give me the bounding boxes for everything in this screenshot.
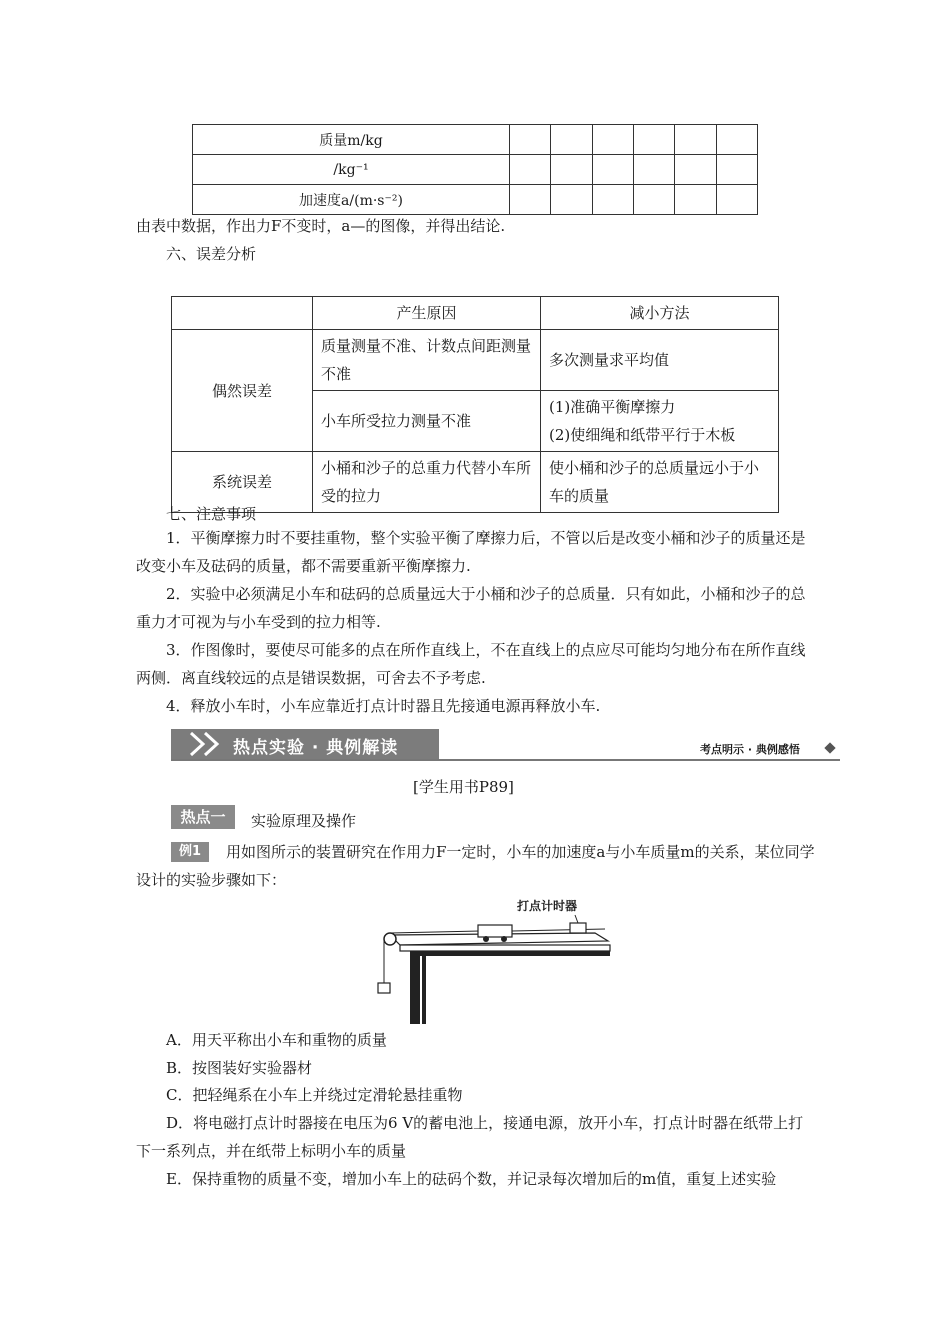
- table-cell: 使小桶和沙子的总质量远小于小车的质量: [541, 452, 779, 513]
- double-chevron-icon: [177, 729, 237, 759]
- banner-subtitle: 考点明示 · 典例感悟: [700, 743, 800, 756]
- option-d: D．将电磁打点计时器接在电压为6 V的蓄电池上，接通电源，放开小车，打点计时器在纸带上打下一系列点，并在纸带上标明小车的质量: [136, 1114, 804, 1160]
- error-analysis-table: [171, 296, 779, 513]
- apparatus-figure: [370, 895, 615, 1025]
- note-item: 3．作图像时，要使尽可能多的点在所作直线上，不在直线上的点应尽可能均匀地分布在所作直线两侧．离直线较远的点是错误数据，可舍去不予考虑.: [136, 641, 806, 687]
- string-top: [390, 931, 480, 933]
- header-method: 减小方法: [541, 297, 779, 330]
- table-leg: [410, 956, 420, 1024]
- table-cell: 多次测量求平均值: [541, 330, 779, 391]
- section-heading-error: 六、误差分析: [166, 245, 257, 263]
- table-row: [193, 155, 758, 185]
- table-cell: [541, 391, 779, 452]
- table-row: [193, 125, 758, 155]
- student-book-ref: [学生用书P89]: [413, 778, 514, 796]
- table-cell-inverse-mass: /kg⁻¹: [193, 155, 510, 185]
- timer-icon: [570, 923, 586, 933]
- table-top: [400, 945, 610, 951]
- cart-icon: [478, 925, 512, 937]
- example-tag: 例1: [171, 842, 209, 862]
- option-a: A．用天平称出小车和重物的质量: [166, 1031, 387, 1049]
- pulley-icon: [384, 933, 396, 945]
- note-item: 4．释放小车时，小车应靠近打点计时器且先接通电源再释放小车.: [166, 697, 601, 715]
- hotspot-tag: 热点一: [171, 805, 235, 829]
- header-cause: 产生原因: [313, 297, 541, 330]
- conclusion-text: 由表中数据，作出力F不变时，a—的图像，并得出结论.: [136, 217, 506, 235]
- system-error-label: 系统误差: [172, 452, 313, 513]
- banner-divider: [171, 759, 840, 761]
- table-row: [193, 185, 758, 215]
- label-pointer: [575, 915, 578, 923]
- table-leg-shade: [422, 956, 426, 1024]
- timer-label: 打点计时器: [517, 899, 578, 913]
- cart-wheel: [483, 936, 489, 942]
- note-item: 1．平衡摩擦力时不要挂重物，整个实验平衡了摩擦力后，不管以后是改变小桶和沙子的质量还是改变小车及砝码的质量，都不需要重新平衡摩擦力.: [136, 529, 806, 575]
- table-cell: 小桶和沙子的总重力代替小车所受的拉力: [313, 452, 541, 513]
- diamond-icon: [824, 742, 835, 753]
- option-e: E．保持重物的质量不变，增加小车上的砝码个数，并记录每次增加后的m值，重复上述实验: [166, 1170, 777, 1188]
- section-heading-notes: 七、注意事项: [166, 505, 257, 523]
- paper-tape: [512, 929, 605, 931]
- option-c: C．把轻绳系在小车上并绕过定滑轮悬挂重物: [166, 1086, 463, 1104]
- note-item: 2．实验中必须满足小车和砝码的总质量远大于小桶和沙子的总质量．只有如此，小桶和沙子的总重力才可视为与小车受到的拉力相等.: [136, 585, 806, 631]
- table-header-row: [172, 297, 779, 330]
- method-line: (2)使细绳和纸带平行于木板: [549, 426, 736, 444]
- table-cell-mass: 质量m/kg: [193, 125, 510, 155]
- hotspot-title: 实验原理及操作: [251, 812, 357, 830]
- example-text: 用如图所示的装置研究在作用力F一定时，小车的加速度a与小车质量m的关系，某位同学设计的实验步骤如下：: [136, 843, 815, 889]
- banner-title: 热点实验 · 典例解读: [233, 738, 399, 758]
- option-b: B．按图装好实验器材: [166, 1059, 313, 1077]
- cart-wheel: [501, 936, 507, 942]
- table-cell: 质量测量不准、计数点间距测量不准: [313, 330, 541, 391]
- data-table: [192, 124, 758, 215]
- table-cell: 小车所受拉力测量不准: [313, 391, 541, 452]
- weight-icon: [378, 983, 390, 993]
- table-edge: [410, 951, 610, 956]
- table-row: [172, 330, 779, 391]
- random-error-label: 偶然误差: [172, 330, 313, 452]
- table-cell-acceleration: 加速度a/(m·s⁻²): [193, 185, 510, 215]
- method-line: (1)准确平衡摩擦力: [549, 398, 676, 416]
